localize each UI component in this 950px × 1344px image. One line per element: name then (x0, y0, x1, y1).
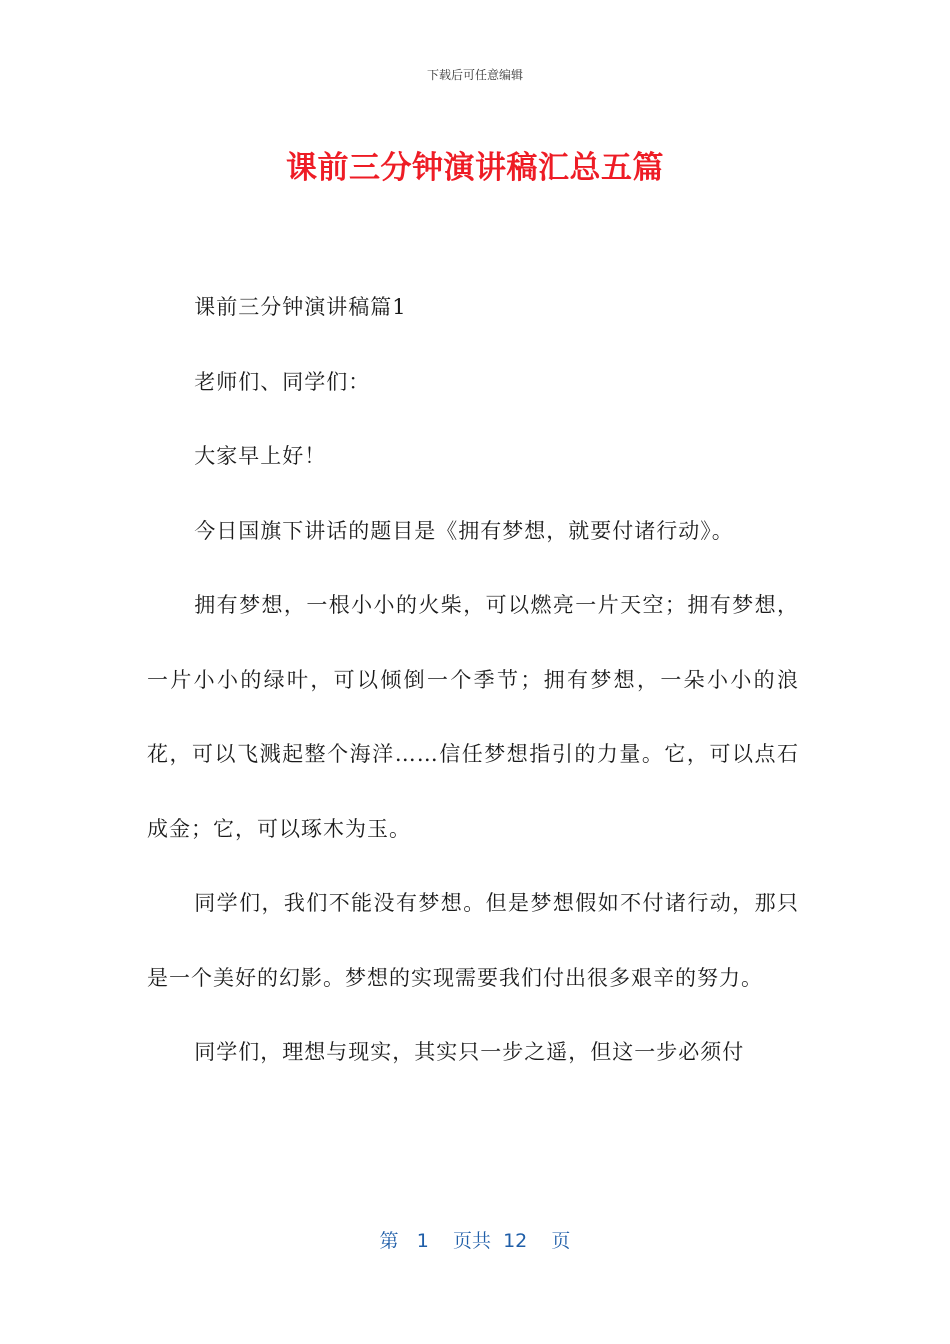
document-title: 课前三分钟演讲稿汇总五篇 (286, 150, 664, 186)
footer-total-pages: 12 (503, 1230, 528, 1252)
paragraph-greeting: 老师们、同学们： (194, 369, 371, 394)
footer-suffix: 页 (551, 1230, 571, 1252)
footer-current-page: 1 (416, 1230, 429, 1252)
paragraph-dream-power: 拥有梦想，一根小小的火柴，可以燃亮一片天空；拥有梦想，一片小小的绿叶，可以倾倒一个季节；拥有梦想，一朵小小的浪花，可以飞溅起整个海洋……信任梦想指引的力量。它，可以点石成金；它，可以琢木为玉。 (147, 593, 799, 841)
paragraph-dream-action: 同学们，我们不能没有梦想。但是梦想假如不付诸行动，那只是一个美好的幻影。梦想的实现需要我们付出很多艰辛的努力。 (147, 891, 799, 990)
footer-middle: 页共 (452, 1230, 491, 1252)
document-body (147, 270, 799, 1090)
paragraph-topic: 今日国旗下讲话的题目是《拥有梦想，就要付诸行动》。 (194, 518, 734, 543)
footer-prefix: 第 (379, 1230, 399, 1252)
paragraph-section-heading: 课前三分钟演讲稿篇1 (194, 295, 407, 319)
page-footer (0, 1226, 950, 1253)
header-note: 下载后可任意编辑 (426, 68, 523, 82)
paragraph-good-morning: 大家早上好！ (194, 444, 327, 468)
paragraph-ideal-reality: 同学们，理想与现实，其实只一步之遥，但这一步必须付 (194, 1040, 745, 1064)
